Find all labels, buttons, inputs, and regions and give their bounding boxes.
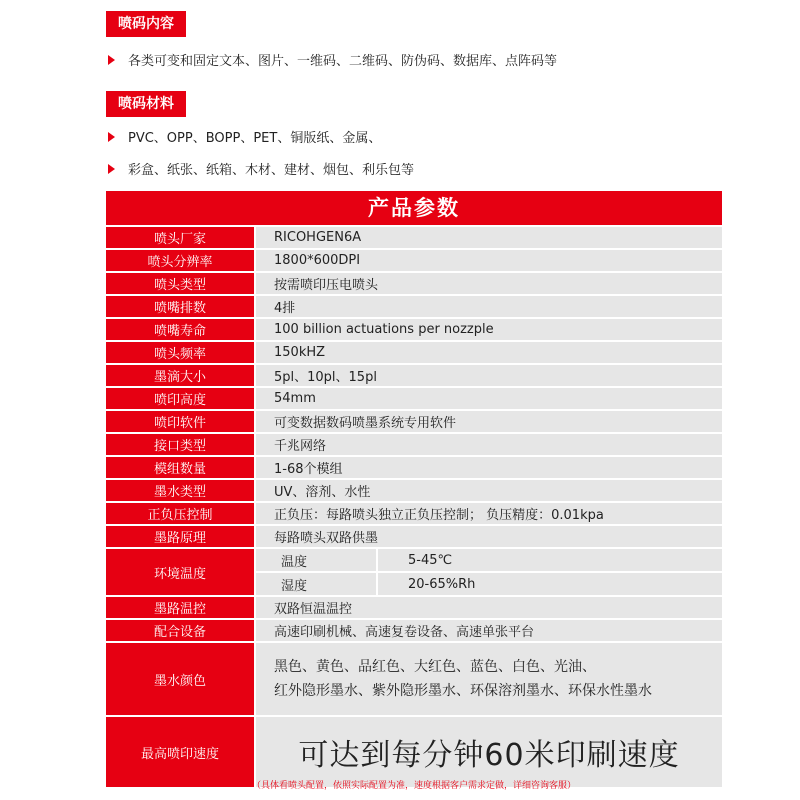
row-label: 墨水类型 bbox=[106, 480, 256, 501]
row-value: 1800*600DPI bbox=[256, 250, 722, 271]
table-row bbox=[106, 365, 722, 388]
material-item: 彩盒、纸张、纸箱、木材、建材、烟包、利乐包等 bbox=[108, 159, 414, 178]
table-row bbox=[106, 388, 722, 411]
row-value: 按需喷印压电喷头 bbox=[256, 273, 722, 294]
table-row bbox=[106, 411, 722, 434]
material-section-title: 喷码材料 bbox=[106, 91, 186, 117]
row-value: RICOHGEN6A bbox=[256, 227, 722, 248]
row-label: 墨滴大小 bbox=[106, 365, 256, 386]
env-value: 5-45℃ bbox=[408, 552, 453, 568]
row-value: 每路喷头双路供墨 bbox=[256, 526, 722, 547]
table-row bbox=[106, 342, 722, 365]
env-key: 湿度 bbox=[256, 573, 378, 595]
table-row bbox=[106, 296, 722, 319]
arrow-right-icon bbox=[108, 55, 115, 65]
row-value: 可变数据数码喷墨系统专用软件 bbox=[256, 411, 722, 432]
row-value: 千兆网络 bbox=[256, 434, 722, 455]
env-key: 温度 bbox=[256, 549, 378, 571]
row-value: UV、溶剂、水性 bbox=[256, 480, 722, 501]
row-value: 150kHZ bbox=[256, 342, 722, 363]
row-value: 4排 bbox=[256, 296, 722, 317]
arrow-right-icon bbox=[108, 164, 115, 174]
table-row bbox=[106, 457, 722, 480]
row-label: 喷嘴寿命 bbox=[106, 319, 256, 340]
table-row-max-speed bbox=[106, 717, 722, 787]
row-label: 模组数量 bbox=[106, 457, 256, 478]
row-value: 54mm bbox=[256, 388, 722, 409]
params-table bbox=[106, 191, 722, 787]
row-label: 墨路原理 bbox=[106, 526, 256, 547]
row-value: 双路恒温温控 bbox=[256, 597, 722, 618]
table-row-env bbox=[106, 549, 722, 597]
table-row bbox=[106, 526, 722, 549]
row-label: 正负压控制 bbox=[106, 503, 256, 524]
table-row bbox=[106, 434, 722, 457]
row-label: 喷头分辨率 bbox=[106, 250, 256, 271]
row-label: 喷嘴排数 bbox=[106, 296, 256, 317]
table-row bbox=[106, 480, 722, 503]
table-row bbox=[106, 250, 722, 273]
row-label: 喷头类型 bbox=[106, 273, 256, 294]
table-title: 产品参数 bbox=[106, 191, 722, 227]
row-label: 最高喷印速度 bbox=[106, 717, 256, 787]
row-label: 配合设备 bbox=[106, 620, 256, 641]
row-label: 喷印软件 bbox=[106, 411, 256, 432]
table-row bbox=[106, 503, 722, 526]
row-value: 正负压：每路喷头独立正负压控制； 负压精度：0.01kpa bbox=[256, 503, 722, 524]
row-label: 墨路温控 bbox=[106, 597, 256, 618]
content-item: 各类可变和固定文本、图片、一维码、二维码、防伪码、数据库、点阵码等 bbox=[108, 50, 557, 69]
row-label: 喷头厂家 bbox=[106, 227, 256, 248]
row-label: 接口类型 bbox=[106, 434, 256, 455]
material-item: PVC、OPP、BOPP、PET、铜版纸、金属、 bbox=[108, 127, 381, 146]
row-value: 高速印刷机械、高速复卷设备、高速单张平台 bbox=[256, 620, 722, 641]
row-label: 喷头频率 bbox=[106, 342, 256, 363]
row-label: 环境温度 bbox=[106, 549, 256, 595]
row-label: 喷印高度 bbox=[106, 388, 256, 409]
ink-colors-line: 黑色、黄色、品红色、大红色、蓝色、白色、光油、 bbox=[274, 659, 596, 675]
env-value: 20-65%Rh bbox=[408, 576, 476, 592]
row-label: 墨水颜色 bbox=[106, 643, 256, 715]
table-row-ink-colors bbox=[106, 643, 722, 717]
table-row bbox=[106, 597, 722, 620]
row-value: 100 billion actuations per nozzple bbox=[256, 319, 722, 340]
max-speed-value: 可达到每分钟60米印刷速度 bbox=[256, 717, 722, 787]
table-row bbox=[106, 620, 722, 643]
table-row bbox=[106, 227, 722, 250]
row-value: 5pl、10pl、15pl bbox=[256, 365, 722, 386]
row-value: 1-68个模组 bbox=[256, 457, 722, 478]
arrow-right-icon bbox=[108, 132, 115, 142]
ink-colors-line: 红外隐形墨水、紫外隐形墨水、环保溶剂墨水、环保水性墨水 bbox=[274, 683, 652, 699]
content-section-title: 喷码内容 bbox=[106, 11, 186, 37]
footnote: （具体看喷头配置，依照实际配置为准，速度根据客户需求定做，详细咨询客服） bbox=[251, 781, 576, 791]
table-row bbox=[106, 319, 722, 342]
table-row bbox=[106, 273, 722, 296]
